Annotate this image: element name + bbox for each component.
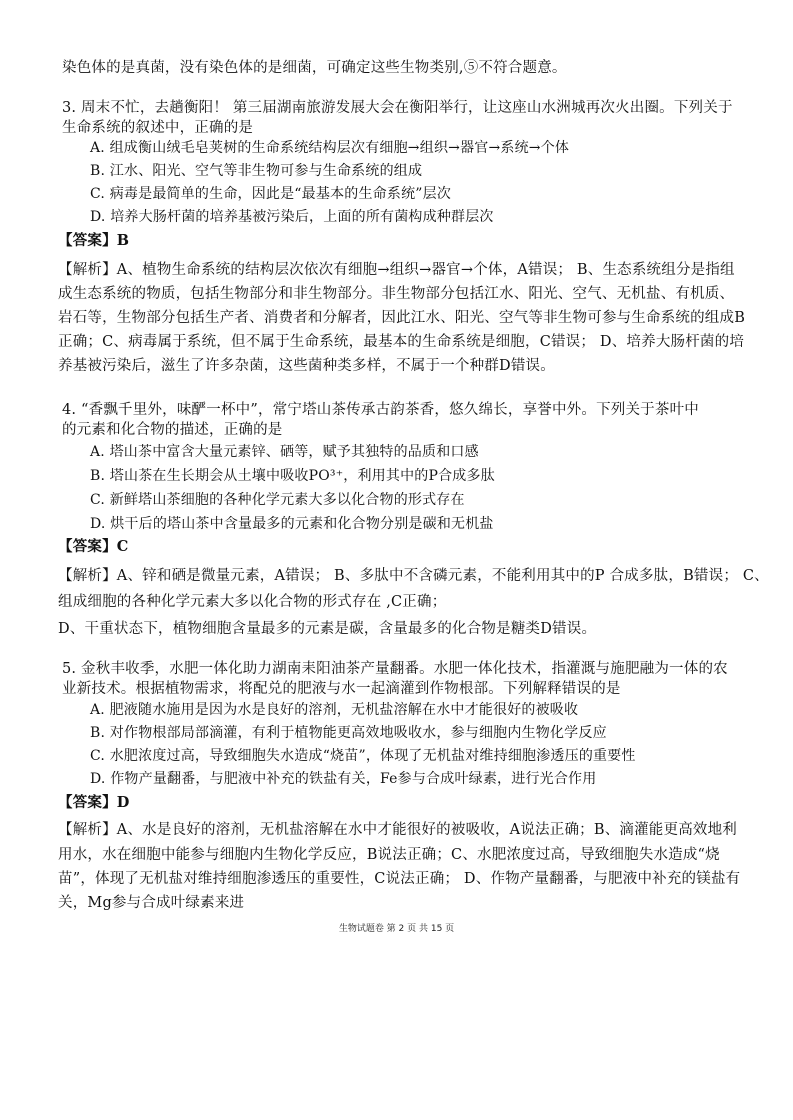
q3-option-c: C. 病毒是最简单的生命，因此是“最基本的生命系统”层次 [90, 186, 452, 202]
q4-stem-line1: 4. “香飘千里外，味酽一杯中”，常宁塔山茶传承古韵茶香，悠久绵长，享誉中外。下列关于茶叶中 [62, 402, 699, 418]
q4-analysis-line1: 【解析】A、锌和硒是微量元素，A错误； B、多肽中不含磷元素，不能利用其中的P 合成多肽，B错误； C、 [58, 568, 769, 584]
q4-answer: 【答案】C [58, 538, 129, 555]
q5-option-a: A. 肥液随水施用是因为水是良好的溶剂，无机盐溶解在水中才能很好的被吸收 [90, 702, 579, 718]
q3-analysis-line3: 岩石等，生物部分包括生产者、消费者和分解者，因此江水、阳光、空气等非生物可参与生命系统的组成B [58, 310, 746, 326]
q4-option-b: B. 塔山茶在生长期会从土壤中吸收PO³⁺，利用其中的P合成多肽 [90, 468, 495, 484]
q3-analysis-line4: 正确；C、病毒属于系统，但不属于生命系统，最基本的生命系统是细胞，C错误； D、培养大肠杆菌的培 [58, 334, 745, 350]
q3-option-b: B. 江水、阳光、空气等非生物可参与生命系统的组成 [90, 163, 423, 179]
q4-option-c: C. 新鲜塔山茶细胞的各种化学元素大多以化合物的形式存在 [90, 492, 465, 508]
q3-answer: 【答案】B [58, 232, 130, 249]
q5-option-d: D. 作物产量翻番，与肥液中补充的铁盐有关，Fe参与合成叶绿素，进行光合作用 [90, 771, 597, 787]
q5-stem-line2: 业新技术。根据植物需求，将配兑的肥液与水一起滴灌到作物根部。下列解释错误的是 [62, 681, 621, 697]
q3-stem-line2: 生命系统的叙述中，正确的是 [62, 120, 254, 136]
q5-analysis-line4: 关，Mg参与合成叶绿素来进 [58, 895, 245, 911]
q5-analysis-line1: 【解析】A、水是良好的溶剂，无机盐溶解在水中才能很好的被吸收，A说法正确；B、滴灌能更高效地利 [58, 822, 737, 838]
q4-analysis-line2: 组成细胞的各种化学元素大多以化合物的形式存在 ,C正确； [58, 594, 447, 610]
q4-stem-line2: 的元素和化合物的描述，正确的是 [62, 422, 283, 438]
q3-option-d: D. 培养大肠杆菌的培养基被污染后，上面的所有菌构成种群层次 [90, 209, 494, 225]
q4-option-a: A. 塔山茶中富含大量元素锌、硒等，赋予其独特的品质和口感 [90, 444, 479, 460]
q4-analysis-line3: D、干重状态下，植物细胞含量最多的元素是碳，含量最多的化合物是糖类D错误。 [58, 621, 597, 637]
q3-analysis-line2: 成生态系统的物质，包括生物部分和非生物部分。非生物部分包括江水、阳光、空气、无机盐、有机质、 [58, 286, 735, 302]
q5-option-b: B. 对作物根部局部滴灌，有利于植物能更高效地吸收水，参与细胞内生物化学反应 [90, 725, 607, 741]
q5-option-c: C. 水肥浓度过高，导致细胞失水造成“烧苗”，体现了无机盐对维持细胞渗透压的重要性 [90, 748, 636, 764]
q3-option-a: A. 组成衡山绒毛皂荚树的生命系统结构层次有细胞→组织→器官→系统→个体 [90, 140, 570, 156]
carryover-text: 染色体的是真菌，没有染色体的是细菌，可确定这些生物类别,⑤不符合题意。 [62, 60, 567, 76]
q5-analysis-line2: 用水，水在细胞中能参与细胞内生物化学反应，B说法正确；C、水肥浓度过高，导致细胞失水造成“烧 [58, 847, 720, 863]
q4-option-d: D. 烘干后的塔山茶中含量最多的元素和化合物分别是碳和无机盐 [90, 516, 494, 532]
q5-stem-line1: 5. 金秋丰收季，水肥一体化助力湖南耒阳油茶产量翻番。水肥一体化技术，指灌溉与施肥融为一体的农 [62, 661, 728, 677]
q5-analysis-line3: 苗”，体现了无机盐对维持细胞渗透压的重要性，C说法正确； D、作物产量翻番，与肥液中补充的镁盐有 [58, 871, 741, 887]
q5-answer: 【答案】D [58, 794, 130, 811]
page-footer: 生物试题卷 第 2 页 共 15 页 [338, 924, 455, 934]
q3-analysis-line5: 养基被污染后，滋生了许多杂菌，这些菌种类多样，不属于一个种群D错误。 [58, 358, 555, 374]
q3-stem-line1: 3. 周末不忙，去趟衡阳！ 第三届湖南旅游发展大会在衡阳举行，让这座山水洲城再次火出圈。下列关于 [62, 100, 733, 116]
q3-analysis-line1: 【解析】A、植物生命系统的结构层次依次有细胞→组织→器官→个体，A错误； B、生态系统组分是指组 [58, 262, 735, 278]
